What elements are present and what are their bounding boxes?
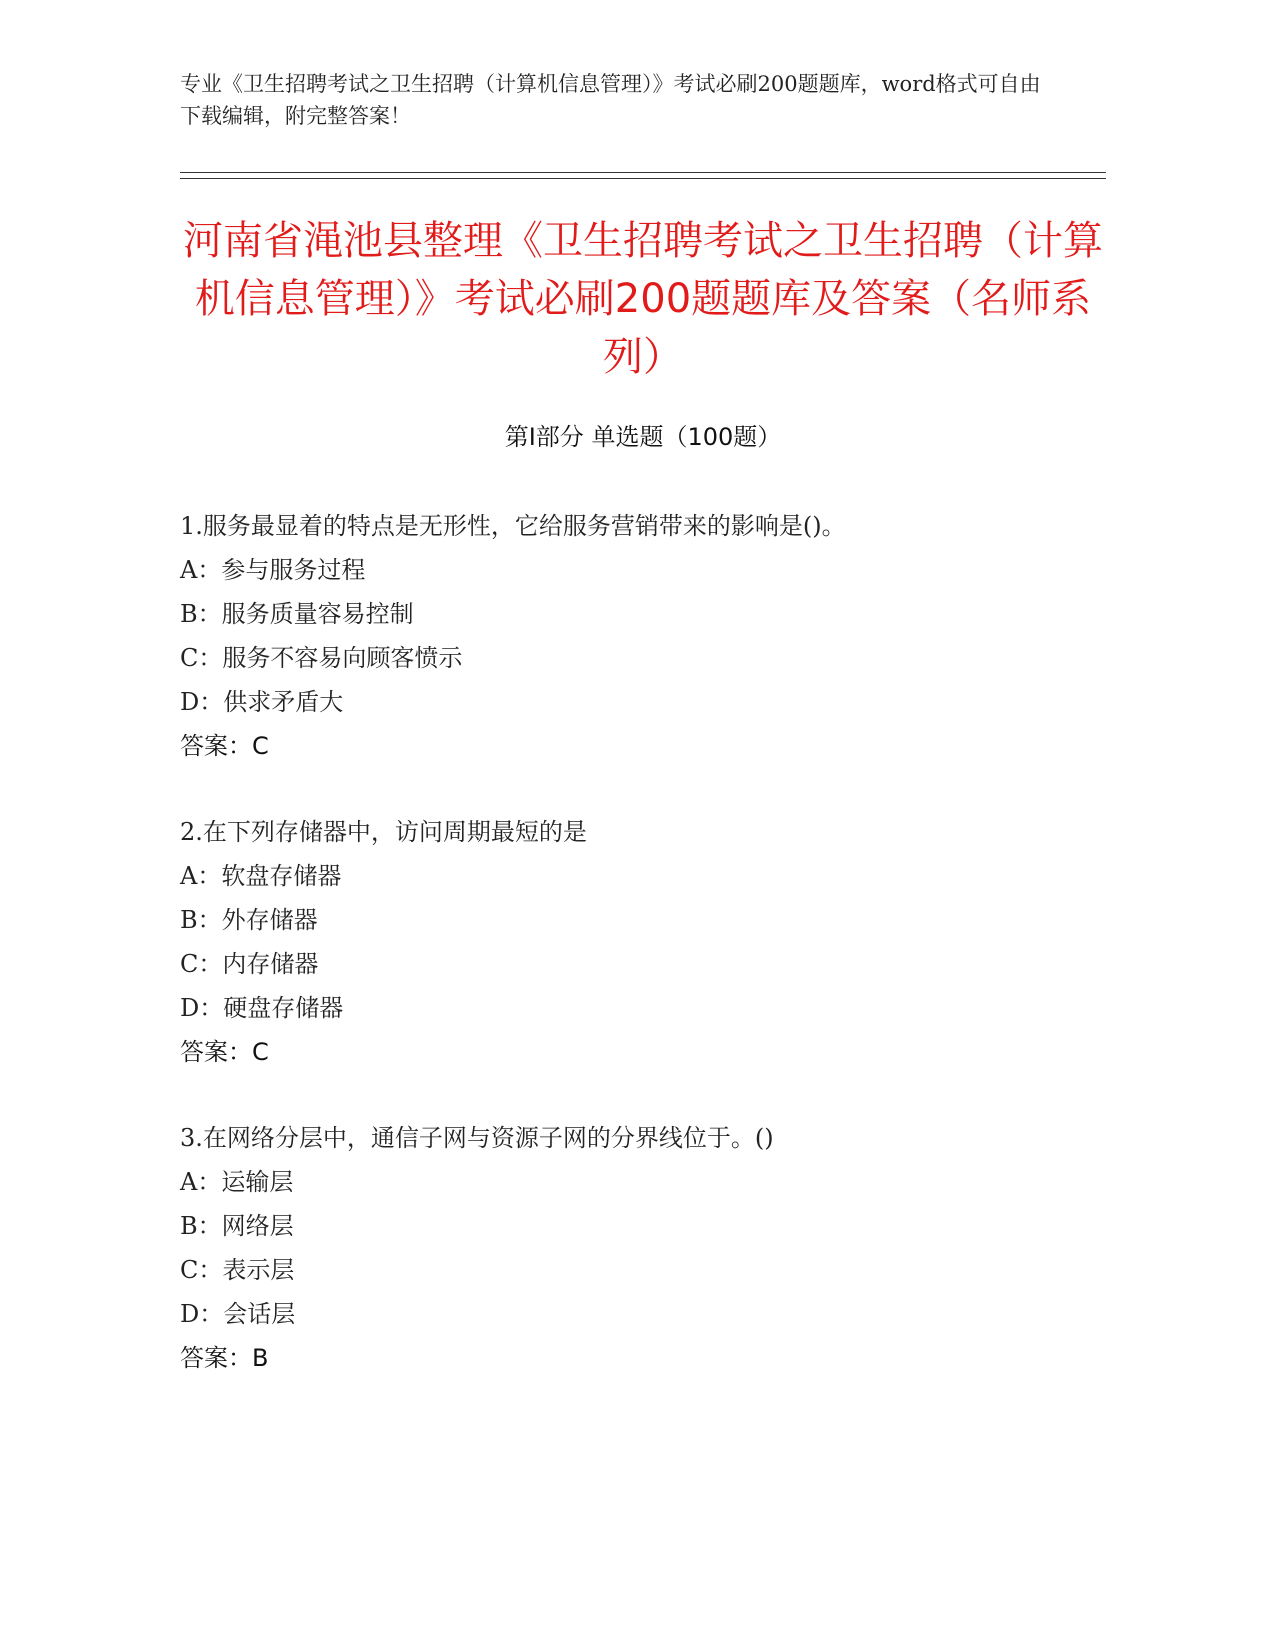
- question-stem: 1.服务最显着的特点是无形性，它给服务营销带来的影响是()。: [180, 512, 846, 540]
- option-b: B：网络层: [180, 1212, 294, 1240]
- header-divider-bottom: [180, 178, 1106, 179]
- option-d: D：会话层: [180, 1300, 296, 1328]
- answer: 答案：C: [180, 732, 269, 760]
- answer: 答案：B: [180, 1344, 269, 1372]
- document-title: 河南省渑池县整理《卫生招聘考试之卫生招聘（计算机信息管理）》考试必刷200题题库及答案（名师系列）: [183, 218, 1103, 380]
- question-2: [180, 810, 1106, 1074]
- option-c: C：内存储器: [180, 950, 319, 978]
- option-c: C：表示层: [180, 1256, 295, 1284]
- option-a: A：运输层: [180, 1168, 294, 1196]
- option-a: A：软盘存储器: [180, 862, 342, 890]
- header-note: 专业《卫生招聘考试之卫生招聘（计算机信息管理）》考试必刷200题题库，word格式可自由下载编辑，附完整答案！: [180, 72, 1041, 128]
- option-a: A：参与服务过程: [180, 556, 366, 584]
- option-d: D：供求矛盾大: [180, 688, 344, 716]
- question-list: [180, 504, 1106, 1422]
- question-stem: 3.在网络分层中，通信子网与资源子网的分界线位于。(): [180, 1124, 774, 1152]
- option-b: B：外存储器: [180, 906, 318, 934]
- option-d: D：硬盘存储器: [180, 994, 344, 1022]
- question-stem: 2.在下列存储器中，访问周期最短的是: [180, 818, 587, 846]
- option-c: C：服务不容易向顾客愤示: [180, 644, 463, 672]
- question-3: [180, 1116, 1106, 1380]
- answer: 答案：C: [180, 1038, 269, 1066]
- header-divider-top: [180, 172, 1106, 173]
- option-b: B：服务质量容易控制: [180, 600, 414, 628]
- section-title: 第Ⅰ部分 单选题（100题）: [504, 423, 782, 451]
- question-1: [180, 504, 1106, 768]
